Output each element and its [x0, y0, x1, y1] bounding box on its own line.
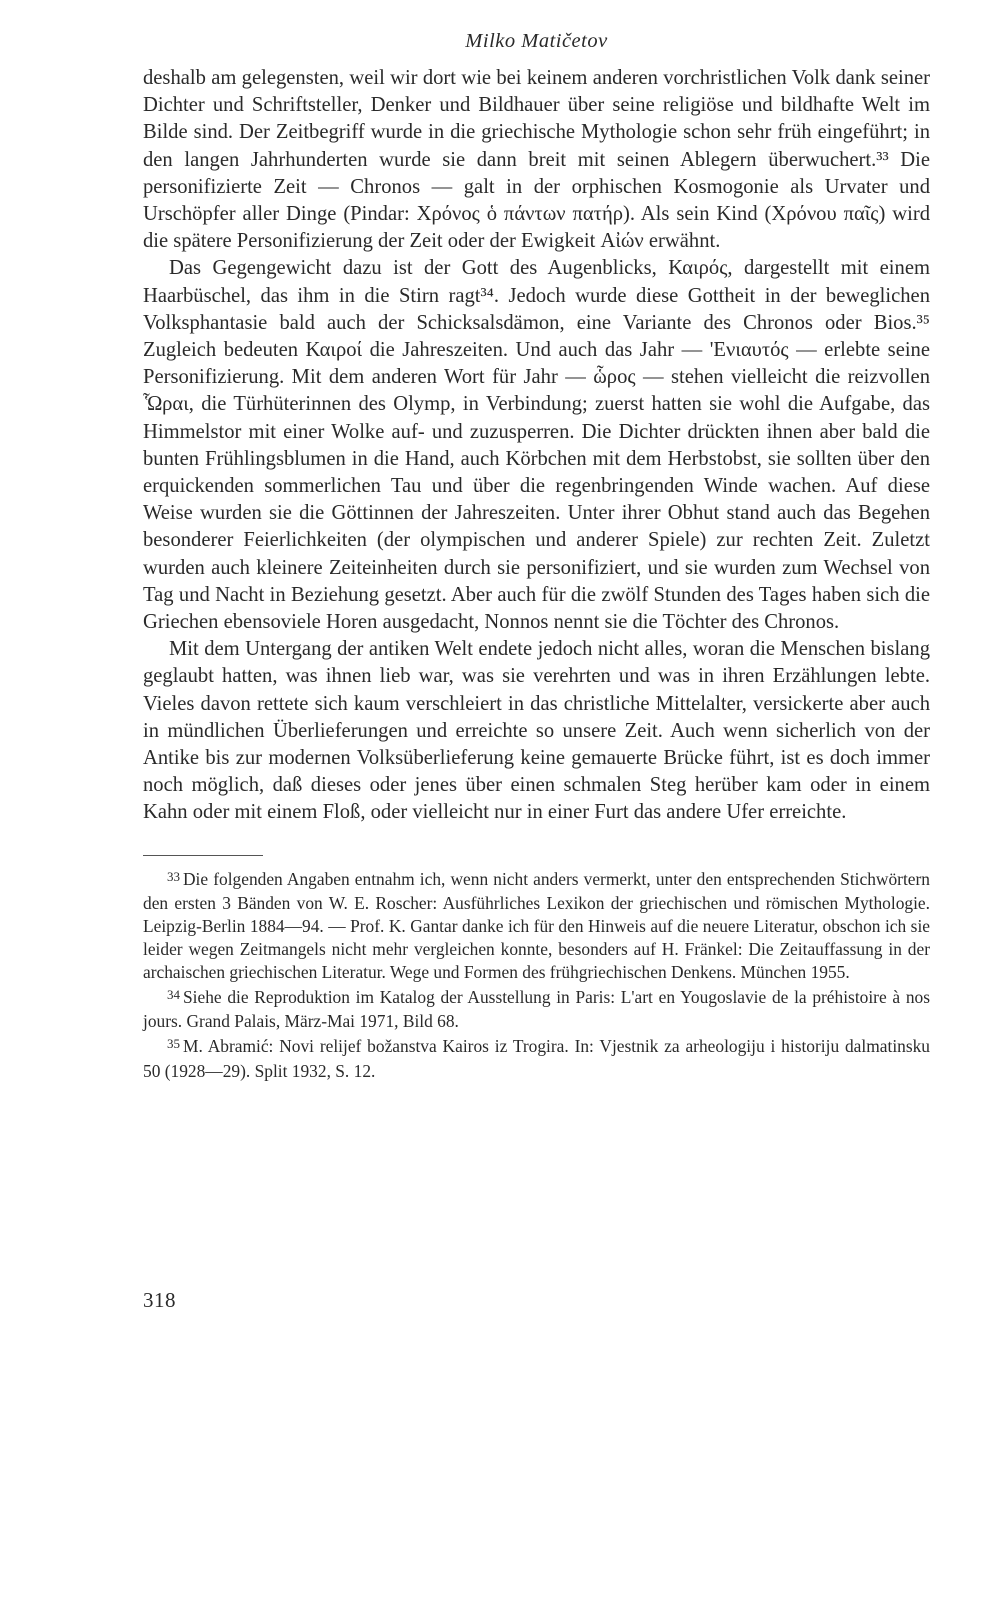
footnote-text: M. Abramić: Novi relijef božanstva Kairos iz Trogira. In: Vjestnik za arheologiju i historiju dalmatinsku 50 (1928—29). Split 1932, S. 12.	[143, 1036, 930, 1082]
footnote	[143, 868, 930, 984]
footnote	[143, 1035, 930, 1083]
footnote-number: 35	[167, 1036, 180, 1052]
paragraph: Mit dem Untergang der antiken Welt endete jedoch nicht alles, woran die Menschen bislang geglaubt hatten, was ihnen lieb war, was sie verehrten und was in ihren Erzählungen lebte. Vieles davon rettete sich kaum verschleiert in das christliche Mittelalter, versickerte aber auch in mündlichen Überlieferungen und erreichte so unsere Zeit. Auch wenn sicherlich von der Antike bis zur modernen Volksüberlieferung keine gemauerte Brücke führt, ist es doch immer noch möglich, daß dieses oder jenes über einen schmalen Steg herüber kam oder in einem Kahn oder mit einem Floß, oder vielleicht nur in einer Furt das andere Ufer erreichte.	[143, 638, 930, 824]
running-head: Milko Matičetov	[465, 30, 608, 52]
page-number: 318	[143, 1288, 176, 1312]
footnote	[143, 986, 930, 1034]
footnote-text: Die folgenden Angaben entnahm ich, wenn nicht anders vermerkt, unter den entsprechenden Stichwörtern den ersten 3 Bänden von W. E. Roscher: Ausführliches Lexikon der griechischen und römischen Mythologie. Leipzig-Berlin 1884—94. — Prof. K. Gantar danke ich für den Hinweis auf die neuere Literatur, obschon ich sie leider wegen Zeitmangels nicht mehr vergleichen konnte, besonders auf H. Fränkel: Die Zeitauffassung in der archaischen griechischen Literatur. Wege und Formen des frühgriechischen Denkens. München 1955.	[143, 868, 930, 982]
footnotes	[143, 868, 930, 1083]
main-text	[143, 65, 930, 827]
footnote-number: 33	[167, 868, 180, 884]
footnote-text: Siehe die Reproduktion im Katalog der Ausstellung in Paris: L'art en Yougoslavie de la préhistoire à nos jours. Grand Palais, März-Mai 1971, Bild 68.	[143, 986, 930, 1032]
page	[143, 30, 930, 1083]
footnote-divider	[143, 855, 263, 856]
paragraph: deshalb am gelegensten, weil wir dort wie bei keinem anderen vorchristlichen Volk dank seiner Dichter und Schriftsteller, Denker und Bildhauer über seine religiöse und bildhafte Welt im Bilde sind. Der Zeitbegriff wurde in die griechische Mythologie schon sehr früh eingeführt; in den langen Jahrhunderten wurde sie dann breit mit seinen Ablegern überwuchert.³³ Die personifizierte Zeit — Chronos — galt in der orphischen Kosmogonie als Urvater und Urschöpfer aller Dinge (Pindar: Χρόνος ὁ πάντων πατήρ). Als sein Kind (Χρόνου παῖς) wird die spätere Personifizierung der Zeit oder der Ewigkeit Αἰών erwähnt.	[143, 67, 930, 253]
footnote-number: 34	[167, 986, 180, 1002]
paragraph: Das Gegengewicht dazu ist der Gott des Augenblicks, Καιρός, dargestellt mit einem Haarbüschel, das ihm in die Stirn ragt³⁴. Jedoch wurde diese Gottheit in der beweglichen Volksphantasie bald auch der Schicksalsdämon, eine Variante des Chronos oder Bios.³⁵ Zugleich bedeuten Καιροί die Jahreszeiten. Und auch das Jahr — 'Ενιαυτός — erlebte seine Personifizierung. Mit dem anderen Wort für Jahr — ὧρος — stehen vielleicht die reizvollen Ὧραι, die Türhüterinnen des Olymp, in Verbindung; zuerst hatten sie wohl die Aufgabe, das Himmelstor mit einer Wolke auf- und zuzusperren. Die Dichter drückten ihnen aber bald die bunten Frühlingsblumen in die Hand, auch Körbchen mit dem Herbstobst, sie sollten über den erquickenden sommerlichen Tau und über die regenbringenden Winde wachen. Auf diese Weise wurden sie die Göttinnen der Jahreszeiten. Unter ihrer Obhut stand auch das Begehen besonderer Feierlichkeiten (der olympischen und anderer Spiele) zur rechten Zeit. Zuletzt wurden auch kleinere Zeiteinheiten durch sie personifiziert, und sie wurden zum Wechsel von Tag und Nacht in Beziehung gesetzt. Aber auch für die zwölf Stunden des Tages haben sich die Griechen ebensoviele Horen ausgedacht, Nonnos nennt sie die Töchter des Chronos.	[143, 257, 930, 634]
